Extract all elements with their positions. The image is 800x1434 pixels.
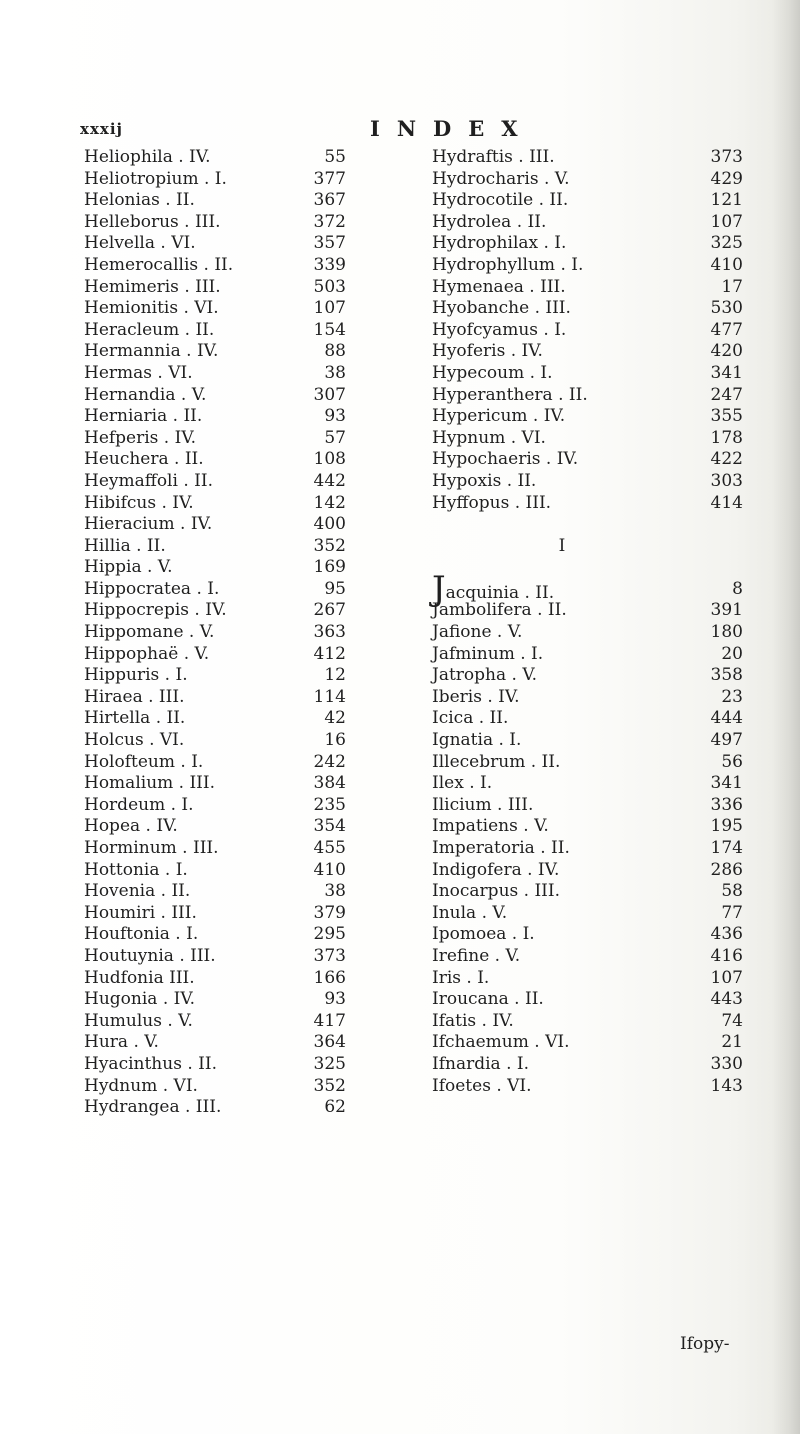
entry-page-number: 107: [313, 298, 346, 319]
entry-name: Hydrophyllum . I.: [432, 254, 584, 275]
entry-name: Hieracium . IV.: [84, 514, 213, 535]
entry-name: Jafione . V.: [432, 622, 523, 643]
entry-name: Ignatia . I.: [432, 730, 522, 751]
index-entry: [84, 903, 424, 925]
index-entry: [432, 903, 752, 925]
index-entry: [84, 1032, 424, 1054]
entry-page-number: 443: [710, 989, 743, 1010]
entry-name-rest: acquinia . II.: [445, 582, 555, 603]
entry-page-number: 363: [313, 622, 346, 643]
entry-page-number: 477: [710, 319, 743, 340]
entry-page-number: 20: [721, 643, 743, 664]
entry-page-number: 307: [313, 384, 346, 405]
entry-page-number: 325: [313, 1053, 346, 1074]
entry-page-number: 77: [721, 902, 743, 923]
index-entry: [84, 924, 424, 946]
entry-name: Hudfonia III.: [84, 967, 195, 988]
entry-name: Hydraftis . III.: [432, 147, 555, 167]
index-entry: [84, 708, 424, 730]
entry-page-number: 373: [313, 945, 346, 966]
entry-name: Imperatoria . II.: [432, 838, 570, 858]
entry-name: Hippomane . V.: [84, 622, 215, 643]
entry-page-number: 367: [313, 190, 346, 211]
entry-name: Heuchera . II.: [84, 449, 204, 470]
entry-page-number: 373: [710, 147, 743, 167]
entry-name: Heymaffoli . II.: [84, 470, 213, 491]
index-entry: [432, 708, 752, 730]
index-entry: [84, 471, 424, 493]
entry-page-number: 429: [710, 168, 743, 189]
index-entry: [84, 752, 424, 774]
entry-page-number: 56: [721, 751, 743, 772]
entry-page-number: 93: [324, 989, 346, 1010]
entry-name: Hovenia . II.: [84, 881, 191, 902]
index-entry: [432, 816, 752, 838]
entry-name: Hypnum . VI.: [432, 427, 546, 448]
entry-name: Homalium . III.: [84, 773, 216, 794]
left-index-column: [84, 147, 424, 1119]
entry-page-number: 417: [313, 1010, 346, 1031]
index-entry: [432, 298, 752, 320]
index-entry: [84, 795, 424, 817]
entry-name: Iris . I.: [432, 967, 490, 988]
index-entry: [432, 644, 752, 666]
index-entry: [84, 968, 424, 990]
entry-page-number: 400: [313, 514, 346, 535]
entry-name: Hypericum . IV.: [432, 406, 566, 427]
index-entry: [432, 730, 752, 752]
entry-name: Hemerocallis . II.: [84, 254, 234, 275]
page-number: xxxij: [80, 120, 123, 138]
entry-name: Ipomoea . I.: [432, 924, 535, 945]
entry-name: Hyofcyamus . I.: [432, 319, 567, 340]
index-entry: [432, 1054, 752, 1076]
index-entry: [84, 363, 424, 385]
index-entry: [432, 860, 752, 882]
entry-page-number: 17: [721, 276, 743, 297]
entry-name: Heliotropium . I.: [84, 168, 227, 189]
index-entry: [432, 881, 752, 903]
index-entry: [84, 773, 424, 795]
index-entry: [84, 557, 424, 579]
blank-line: [432, 557, 752, 579]
index-entry: [84, 989, 424, 1011]
entry-page-number: 95: [324, 578, 346, 599]
index-entry: [432, 341, 752, 363]
entry-page-number: 195: [710, 816, 743, 837]
entry-page-number: 295: [313, 924, 346, 945]
entry-name: Hippocratea . I.: [84, 578, 220, 599]
entry-page-number: 267: [313, 600, 346, 621]
index-entry: [84, 1097, 424, 1119]
entry-name: Hydrocharis . V.: [432, 168, 570, 189]
index-entry: [432, 1011, 752, 1033]
index-entry: [84, 730, 424, 752]
entry-page-number: 364: [313, 1032, 346, 1053]
entry-name: Hefperis . IV.: [84, 427, 197, 448]
entry-name: Ifoetes . VI.: [432, 1075, 532, 1096]
entry-name: Ifnardia . I.: [432, 1053, 530, 1074]
entry-name: Hypecoum . I.: [432, 362, 553, 383]
index-entry: [84, 493, 424, 515]
entry-page-number: 242: [313, 751, 346, 772]
index-entry: [432, 687, 752, 709]
entry-page-number: 174: [710, 838, 743, 858]
entry-name: Jafminum . I.: [432, 643, 544, 664]
entry-page-number: 379: [313, 902, 346, 923]
entry-name: Hordeum . I.: [84, 794, 194, 815]
entry-page-number: 88: [324, 341, 346, 362]
entry-name: Horminum . III.: [84, 838, 219, 858]
entry-name: Ilicium . III.: [432, 794, 534, 815]
entry-name: Hypoxis . II.: [432, 470, 537, 491]
entry-name: Hippuris . I.: [84, 665, 188, 686]
index-entry: [84, 622, 424, 644]
index-entry: [432, 989, 752, 1011]
i-entries: [432, 568, 752, 1097]
entry-name: Hemimeris . III.: [84, 276, 221, 297]
index-entry: [84, 816, 424, 838]
entry-name: Iberis . IV.: [432, 686, 520, 707]
entry-page-number: 154: [313, 319, 346, 340]
entry-name: Heliophila . IV.: [84, 147, 211, 167]
section-letter: I: [558, 535, 566, 556]
entry-page-number: 410: [313, 859, 346, 880]
entry-page-number: 530: [710, 298, 743, 319]
entry-name: Hydrangea . III.: [84, 1097, 222, 1118]
entry-page-number: 341: [710, 773, 743, 794]
entry-page-number: 325: [710, 233, 743, 254]
entry-page-number: 42: [324, 708, 346, 729]
entry-name: Hiraea . III.: [84, 686, 185, 707]
entry-page-number: 23: [721, 686, 743, 707]
entry-name: Inocarpus . III.: [432, 881, 560, 902]
index-entry: [84, 298, 424, 320]
entry-page-number: 93: [324, 406, 346, 427]
index-entry: [432, 795, 752, 817]
entry-name: Hillia . II.: [84, 535, 166, 556]
entry-name: Hermannia . IV.: [84, 341, 219, 362]
entry-name: Hirtella . II.: [84, 708, 186, 729]
index-entry: [432, 622, 752, 644]
entry-name: Hypochaeris . IV.: [432, 449, 579, 470]
entry-name: Hernandia . V.: [84, 384, 207, 405]
index-entry: [84, 1076, 424, 1098]
entry-name: Icica . II.: [432, 708, 509, 729]
entry-name: Indigofera . IV.: [432, 859, 560, 880]
index-entry: [432, 428, 752, 450]
index-entry: [432, 233, 752, 255]
entry-page-number: 143: [710, 1075, 743, 1096]
entry-page-number: 416: [710, 945, 743, 966]
index-entry: [432, 946, 752, 968]
entry-page-number: 354: [313, 816, 346, 837]
index-entry: [84, 1011, 424, 1033]
entry-page-number: 235: [313, 794, 346, 815]
index-entry: [84, 233, 424, 255]
index-entry: [84, 665, 424, 687]
entry-page-number: 108: [313, 449, 346, 470]
index-entry: [432, 277, 752, 299]
blank-line: [432, 514, 752, 536]
index-entry: [84, 1054, 424, 1076]
index-entry: [84, 579, 424, 601]
entry-name: Holcus . VI.: [84, 730, 185, 751]
entry-page-number: 442: [313, 470, 346, 491]
index-entry: [432, 924, 752, 946]
entry-name: Helleborus . III.: [84, 211, 221, 232]
index-entry: [84, 169, 424, 191]
entry-name: Iroucana . II.: [432, 989, 544, 1010]
entry-page-number: 414: [710, 492, 743, 513]
index-entry: [84, 277, 424, 299]
entry-name: Houtuynia . III.: [84, 945, 216, 966]
entry-page-number: 352: [313, 535, 346, 556]
index-entry: [84, 320, 424, 342]
entry-name: Jambolifera . II.: [432, 600, 567, 621]
index-entry: [432, 1032, 752, 1054]
entry-page-number: 352: [313, 1075, 346, 1096]
entry-page-number: 166: [313, 967, 346, 988]
h-entries: [432, 147, 752, 514]
index-entry: [84, 687, 424, 709]
entry-name: Hyperanthera . II.: [432, 384, 588, 405]
index-entry: [432, 449, 752, 471]
index-entry: [84, 838, 424, 860]
entry-name: Humulus . V.: [84, 1010, 193, 1031]
entry-page-number: 247: [710, 384, 743, 405]
entry-name: Houmiri . III.: [84, 902, 197, 923]
entry-page-number: 436: [710, 924, 743, 945]
entry-name: Hymenaea . III.: [432, 276, 566, 297]
entry-page-number: 55: [324, 147, 346, 167]
entry-name: Hippophaë . V.: [84, 643, 210, 664]
entry-page-number: 503: [313, 276, 346, 297]
entry-page-number: 169: [313, 557, 346, 578]
entry-name: Hydrophilax . I.: [432, 233, 567, 254]
entry-page-number: 57: [324, 427, 346, 448]
entry-name: Hyobanche . III.: [432, 298, 571, 319]
entry-name: Heracleum . II.: [84, 319, 215, 340]
entry-page-number: 412: [313, 643, 346, 664]
entry-page-number: 357: [313, 233, 346, 254]
entry-page-number: 16: [324, 730, 346, 751]
entry-name: Hottonia . I.: [84, 859, 188, 880]
page-edge-shadow: [772, 0, 800, 1434]
index-entry: [84, 600, 424, 622]
entry-name: Hyoferis . IV.: [432, 341, 543, 362]
entry-name: Helvella . VI.: [84, 233, 196, 254]
entry-name: Hemionitis . VI.: [84, 298, 219, 319]
entry-page-number: 422: [710, 449, 743, 470]
entry-page-number: 12: [324, 665, 346, 686]
entry-name: Hydrolea . II.: [432, 211, 547, 232]
index-entry: [432, 363, 752, 385]
running-title: INDEX: [370, 116, 535, 141]
index-entry: [432, 838, 752, 860]
index-entry: [432, 968, 752, 990]
entry-page-number: 391: [710, 600, 743, 621]
entry-name: Ifchaemum . VI.: [432, 1032, 570, 1053]
index-entry: [432, 385, 752, 407]
entry-page-number: 339: [313, 254, 346, 275]
entry-page-number: 377: [313, 168, 346, 189]
entry-page-number: 62: [324, 1097, 346, 1118]
entry-name: Ifatis . IV.: [432, 1010, 514, 1031]
index-entry: [432, 773, 752, 795]
entry-page-number: 455: [313, 838, 346, 858]
index-entry: [84, 406, 424, 428]
entry-name: Herniaria . II.: [84, 406, 203, 427]
entry-name: Hippocrepis . IV.: [84, 600, 227, 621]
entry-name: Helonias . II.: [84, 190, 195, 211]
index-entry: [84, 449, 424, 471]
right-index-column: [432, 147, 752, 1097]
index-entry: [84, 147, 424, 169]
index-entry: [432, 212, 752, 234]
drop-initial: J: [432, 568, 446, 609]
entry-name: Jatropha . V.: [432, 665, 538, 686]
entry-page-number: 74: [721, 1010, 743, 1031]
entry-page-number: 107: [710, 967, 743, 988]
entry-page-number: 497: [710, 730, 743, 751]
entry-name: Irefine . V.: [432, 945, 521, 966]
catchword: Ifopy-: [680, 1334, 730, 1354]
entry-name: Hippia . V.: [84, 557, 173, 578]
entry-name: Hura . V.: [84, 1032, 159, 1053]
entry-page-number: 121: [710, 190, 743, 211]
entry-name: Hyacinthus . II.: [84, 1053, 217, 1074]
index-entry: [432, 320, 752, 342]
entry-page-number: 410: [710, 254, 743, 275]
entry-name: Hydnum . VI.: [84, 1075, 198, 1096]
index-entry: [84, 341, 424, 363]
index-entry: [432, 169, 752, 191]
index-entry: [432, 190, 752, 212]
index-entry: [84, 428, 424, 450]
index-entry: [84, 536, 424, 558]
index-entry: [84, 190, 424, 212]
entry-name: Hugonia . IV.: [84, 989, 196, 1010]
entry-page-number: 444: [710, 708, 743, 729]
index-entry: [84, 644, 424, 666]
entry-page-number: 142: [313, 492, 346, 513]
entry-name: Holofteum . I.: [84, 751, 204, 772]
index-entry: [84, 212, 424, 234]
index-entry: [84, 514, 424, 536]
entry-page-number: 384: [313, 773, 346, 794]
entry-page-number: 358: [710, 665, 743, 686]
entry-name: Hydrocotile . II.: [432, 190, 569, 211]
index-entry: [432, 255, 752, 277]
entry-page-number: 180: [710, 622, 743, 643]
entry-page-number: 420: [710, 341, 743, 362]
entry-page-number: 178: [710, 427, 743, 448]
index-entry: [432, 471, 752, 493]
entry-page-number: 21: [721, 1032, 743, 1053]
index-entry: [84, 946, 424, 968]
page-header: [80, 116, 680, 144]
index-entry: [432, 147, 752, 169]
index-entry: [84, 255, 424, 277]
index-entry: [432, 665, 752, 687]
index-entry: [84, 860, 424, 882]
index-entry: [432, 406, 752, 428]
index-entry: [432, 493, 752, 515]
entry-page-number: 58: [721, 881, 743, 902]
entry-name: Inula . V.: [432, 902, 508, 923]
index-entry: [84, 385, 424, 407]
entry-name: Illecebrum . II.: [432, 751, 561, 772]
index-entry: [432, 1076, 752, 1098]
index-entry: [432, 752, 752, 774]
entry-page-number: 38: [324, 362, 346, 383]
entry-name: Hyffopus . III.: [432, 492, 552, 513]
entry-page-number: 372: [313, 211, 346, 232]
entry-page-number: 303: [710, 470, 743, 491]
entry-page-number: 330: [710, 1053, 743, 1074]
entry-name: Hopea . IV.: [84, 816, 178, 837]
entry-name: Hermas . VI.: [84, 362, 193, 383]
entry-name: Hibifcus . IV.: [84, 492, 194, 513]
entry-name: Impatiens . V.: [432, 816, 549, 837]
entry-page-number: 38: [324, 881, 346, 902]
index-entry: [432, 600, 752, 622]
entry-page-number: 355: [710, 406, 743, 427]
entry-name: Houftonia . I.: [84, 924, 199, 945]
entry-page-number: 341: [710, 362, 743, 383]
entry-page-number: 286: [710, 859, 743, 880]
entry-page-number: 107: [710, 211, 743, 232]
entry-name: Ilex . I.: [432, 773, 493, 794]
index-entry: [432, 568, 752, 609]
entry-page-number: 336: [710, 794, 743, 815]
entry-page-number: 8: [732, 578, 743, 599]
index-entry: [84, 881, 424, 903]
entry-page-number: 114: [313, 686, 346, 707]
